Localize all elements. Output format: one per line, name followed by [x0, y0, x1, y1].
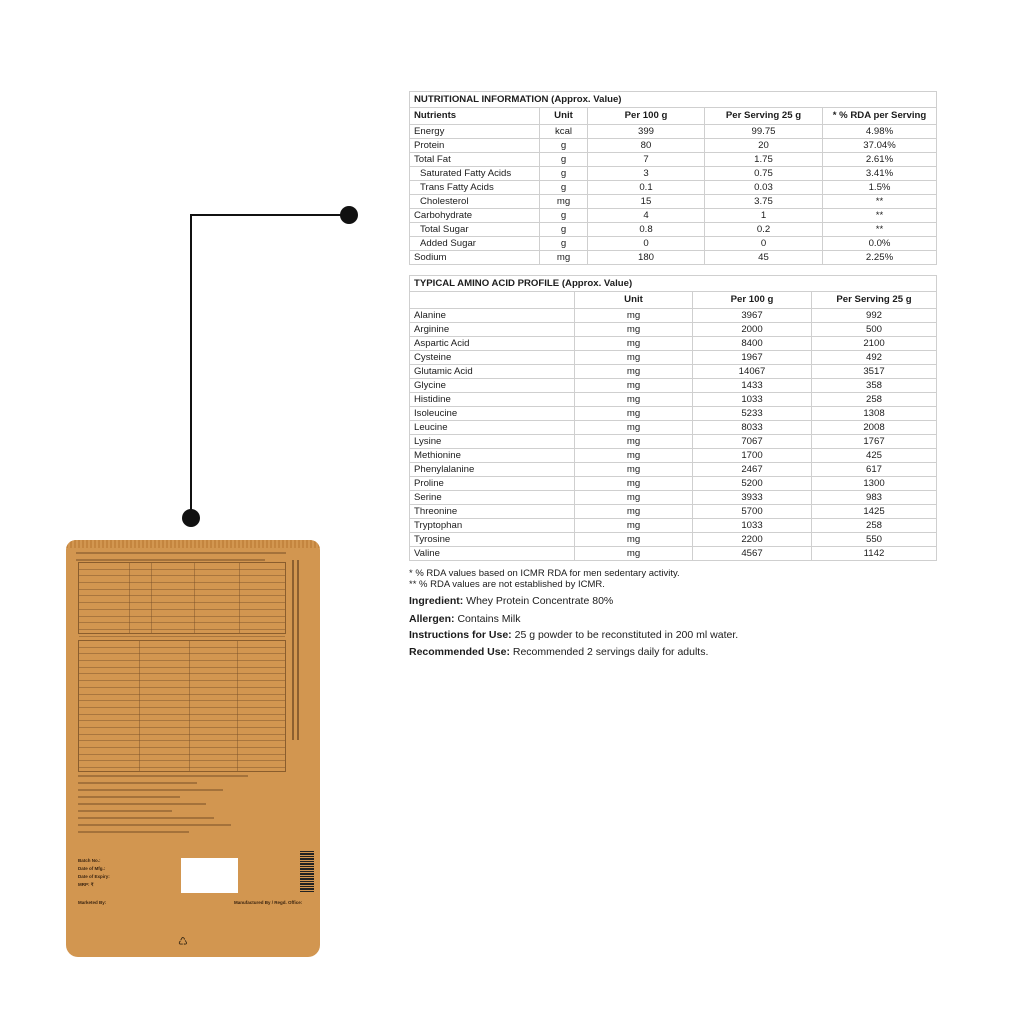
- pouch-table-row: [79, 688, 285, 695]
- pouch-table-row: [79, 630, 285, 637]
- amino-serving: 1767: [812, 435, 937, 449]
- nutrition-row: [410, 251, 937, 265]
- amino-unit: mg: [575, 407, 693, 421]
- pouch-table-row: [79, 570, 285, 577]
- ingredient-value: Whey Protein Concentrate 80%: [466, 595, 614, 607]
- amino-serving: 983: [812, 491, 937, 505]
- amino-serving: 1425: [812, 505, 937, 519]
- nutrition-row: [410, 153, 937, 167]
- connector-dot-bottom: [182, 509, 200, 527]
- pouch-table-row: [79, 695, 285, 702]
- nutrient-unit: mg: [540, 251, 588, 265]
- amino-serving: 425: [812, 449, 937, 463]
- nutrient-serving: 1: [705, 209, 823, 223]
- amino-name: Glutamic Acid: [410, 365, 575, 379]
- nutrient-rda: 37.04%: [823, 139, 937, 153]
- nutrient-rda: **: [823, 223, 937, 237]
- header-nutrients: Nutrients: [410, 108, 540, 125]
- amino-name: Leucine: [410, 421, 575, 435]
- nutrition-row: [410, 125, 937, 139]
- nutrition-row: [410, 181, 937, 195]
- nutrient-name: Total Fat: [410, 153, 540, 167]
- amino-serving: 492: [812, 351, 937, 365]
- nutrient-serving: 3.75: [705, 195, 823, 209]
- amino-row: [410, 393, 937, 407]
- amino-serving: 992: [812, 309, 937, 323]
- amino-per100: 4567: [693, 547, 812, 561]
- pouch-table-row: [79, 648, 285, 655]
- rda-footnote: * % RDA values based on ICMR RDA for men sedentary activity.: [409, 568, 680, 579]
- amino-per100: 3933: [693, 491, 812, 505]
- amino-title: TYPICAL AMINO ACID PROFILE (Approx. Value): [410, 276, 937, 292]
- amino-serving: 617: [812, 463, 937, 477]
- pouch-table-row: [79, 701, 285, 708]
- header-amino-unit: Unit: [575, 292, 693, 309]
- amino-per100: 1033: [693, 519, 812, 533]
- amino-row: [410, 519, 937, 533]
- amino-per100: 5233: [693, 407, 812, 421]
- nutrient-name: Trans Fatty Acids: [410, 181, 540, 195]
- pouch-expiry-label: Date of Expiry:: [78, 874, 110, 879]
- nutrient-per100: 3: [588, 167, 705, 181]
- pouch-table-row: [79, 674, 285, 681]
- ingredient-label: Ingredient:: [409, 595, 464, 607]
- amino-unit: mg: [575, 533, 693, 547]
- nutrient-rda: 3.41%: [823, 167, 937, 181]
- amino-row: [410, 547, 937, 561]
- amino-unit: mg: [575, 491, 693, 505]
- nutrient-rda: 2.25%: [823, 251, 937, 265]
- nutrient-rda: 0.0%: [823, 237, 937, 251]
- pouch-table-row: [79, 603, 285, 610]
- pouch-table-row: [79, 617, 285, 624]
- amino-serving: 258: [812, 519, 937, 533]
- nutrient-name: Cholesterol: [410, 195, 540, 209]
- header-amino-serving: Per Serving 25 g: [812, 292, 937, 309]
- amino-row: [410, 365, 937, 379]
- allergen-label: Allergen:: [409, 613, 455, 625]
- amino-unit: mg: [575, 463, 693, 477]
- nutrient-name: Saturated Fatty Acids: [410, 167, 540, 181]
- pouch-table-row: [79, 623, 285, 630]
- amino-per100: 14067: [693, 365, 812, 379]
- amino-per100: 1033: [693, 393, 812, 407]
- amino-name: Isoleucine: [410, 407, 575, 421]
- pouch-table-row: [79, 576, 285, 583]
- nutrition-table: [409, 91, 937, 265]
- amino-name: Alanine: [410, 309, 575, 323]
- nutrient-serving: 0.03: [705, 181, 823, 195]
- amino-serving: 3517: [812, 365, 937, 379]
- nutrient-serving: 99.75: [705, 125, 823, 139]
- instructions-value: 25 g powder to be reconstituted in 200 ml water.: [514, 629, 739, 641]
- pouch-table-row: [79, 728, 285, 735]
- nutrient-unit: kcal: [540, 125, 588, 139]
- amino-name: Arginine: [410, 323, 575, 337]
- header-amino-per100: Per 100 g: [693, 292, 812, 309]
- nutrient-per100: 0: [588, 237, 705, 251]
- amino-per100: 2467: [693, 463, 812, 477]
- amino-row: [410, 491, 937, 505]
- nutrition-row: [410, 167, 937, 181]
- amino-acid-table: [409, 275, 937, 561]
- pouch-info-text: [78, 775, 248, 838]
- nutrient-serving: 1.75: [705, 153, 823, 167]
- pouch-table-row: [79, 610, 285, 617]
- amino-serving: 550: [812, 533, 937, 547]
- amino-name: Threonine: [410, 505, 575, 519]
- header-serving: Per Serving 25 g: [705, 108, 823, 125]
- nutrient-per100: 15: [588, 195, 705, 209]
- amino-per100: 3967: [693, 309, 812, 323]
- pouch-amino-table: [78, 640, 286, 772]
- nutrient-name: Added Sugar: [410, 237, 540, 251]
- pouch-table-row: [79, 721, 285, 728]
- ingredient-line: [409, 595, 969, 608]
- nutrient-rda: **: [823, 209, 937, 223]
- amino-unit: mg: [575, 519, 693, 533]
- nutrient-unit: g: [540, 237, 588, 251]
- amino-unit: mg: [575, 351, 693, 365]
- amino-unit: mg: [575, 323, 693, 337]
- amino-per100: 2000: [693, 323, 812, 337]
- amino-name: Valine: [410, 547, 575, 561]
- amino-name: Aspartic Acid: [410, 337, 575, 351]
- amino-serving: 1142: [812, 547, 937, 561]
- nutrient-unit: g: [540, 209, 588, 223]
- nutrient-unit: g: [540, 223, 588, 237]
- nutrient-per100: 399: [588, 125, 705, 139]
- amino-per100: 2200: [693, 533, 812, 547]
- nutrient-per100: 80: [588, 139, 705, 153]
- amino-unit: mg: [575, 379, 693, 393]
- nutrition-row: [410, 195, 937, 209]
- pouch-mrp-label: MRP: ₹: [78, 882, 94, 887]
- amino-row: [410, 421, 937, 435]
- amino-row: [410, 323, 937, 337]
- amino-serving: 358: [812, 379, 937, 393]
- pouch-table-row: [79, 755, 285, 762]
- pouch-table-row: [79, 654, 285, 661]
- amino-name: Phenylalanine: [410, 463, 575, 477]
- nutrition-title: NUTRITIONAL INFORMATION (Approx. Value): [410, 92, 937, 108]
- pouch-table-row: [79, 590, 285, 597]
- amino-per100: 5700: [693, 505, 812, 519]
- connector-line-vertical: [190, 214, 192, 518]
- recycle-icon: ♺: [178, 936, 188, 948]
- pouch-side-text: [292, 560, 304, 740]
- amino-name: Serine: [410, 491, 575, 505]
- amino-per100: 1700: [693, 449, 812, 463]
- pouch-table-row: [79, 668, 285, 675]
- nutrient-name: Energy: [410, 125, 540, 139]
- amino-row: [410, 309, 937, 323]
- nutrient-name: Protein: [410, 139, 540, 153]
- pouch-table-row: [79, 708, 285, 715]
- amino-row: [410, 407, 937, 421]
- amino-row: [410, 379, 937, 393]
- amino-row: [410, 463, 937, 477]
- pouch-table-row: [79, 715, 285, 722]
- amino-name: Glycine: [410, 379, 575, 393]
- amino-per100: 8400: [693, 337, 812, 351]
- nutrient-per100: 7: [588, 153, 705, 167]
- amino-unit: mg: [575, 337, 693, 351]
- amino-serving: 2008: [812, 421, 937, 435]
- nutrient-unit: g: [540, 167, 588, 181]
- amino-row: [410, 449, 937, 463]
- amino-serving: 1308: [812, 407, 937, 421]
- amino-serving: 1300: [812, 477, 937, 491]
- pouch-mfg-label: Date of Mfg.:: [78, 866, 106, 871]
- amino-unit: mg: [575, 365, 693, 379]
- pouch-table-row: [79, 735, 285, 742]
- amino-unit: mg: [575, 421, 693, 435]
- nutrient-unit: g: [540, 181, 588, 195]
- nutrient-per100: 4: [588, 209, 705, 223]
- pouch-table-row: [79, 748, 285, 755]
- nutrient-serving: 0: [705, 237, 823, 251]
- amino-row: [410, 477, 937, 491]
- amino-row: [410, 351, 937, 365]
- amino-unit: mg: [575, 477, 693, 491]
- pouch-table-row: [79, 563, 285, 570]
- amino-unit: mg: [575, 547, 693, 561]
- nutrient-rda: 2.61%: [823, 153, 937, 167]
- amino-serving: 2100: [812, 337, 937, 351]
- nutrient-rda: **: [823, 195, 937, 209]
- barcode-icon: [300, 850, 314, 892]
- amino-unit: mg: [575, 309, 693, 323]
- amino-name: Histidine: [410, 393, 575, 407]
- amino-name: Tyrosine: [410, 533, 575, 547]
- nutrient-per100: 0.8: [588, 223, 705, 237]
- allergen-line: [409, 613, 969, 626]
- amino-unit: mg: [575, 435, 693, 449]
- amino-per100: 1967: [693, 351, 812, 365]
- amino-unit: mg: [575, 393, 693, 407]
- amino-row: [410, 533, 937, 547]
- nutrition-row: [410, 223, 937, 237]
- amino-per100: 7067: [693, 435, 812, 449]
- nutrient-per100: 180: [588, 251, 705, 265]
- amino-name: Cysteine: [410, 351, 575, 365]
- pouch-table-row: [79, 596, 285, 603]
- connector-dot-top: [340, 206, 358, 224]
- nutrient-serving: 20: [705, 139, 823, 153]
- nutrient-name: Carbohydrate: [410, 209, 540, 223]
- instructions-label: Instructions for Use:: [409, 629, 512, 641]
- pouch-marketed-by: Marketed By:: [78, 900, 107, 905]
- header-unit: Unit: [540, 108, 588, 125]
- nutrient-serving: 0.2: [705, 223, 823, 237]
- nutrient-unit: g: [540, 153, 588, 167]
- header-amino-name: [410, 292, 575, 309]
- amino-name: Proline: [410, 477, 575, 491]
- nutrient-serving: 0.75: [705, 167, 823, 181]
- pouch-table-row: [79, 661, 285, 668]
- nutrition-row: [410, 209, 937, 223]
- amino-per100: 8033: [693, 421, 812, 435]
- instructions-line: [409, 629, 969, 642]
- nutrient-unit: mg: [540, 195, 588, 209]
- nutrient-name: Sodium: [410, 251, 540, 265]
- amino-name: Lysine: [410, 435, 575, 449]
- nutrient-serving: 45: [705, 251, 823, 265]
- pouch-manufactured-by: Manufactured By / Regd. Office:: [234, 900, 303, 905]
- amino-serving: 500: [812, 323, 937, 337]
- nutrition-row: [410, 237, 937, 251]
- pouch-table-row: [79, 641, 285, 648]
- pouch-table-row: [79, 583, 285, 590]
- recommended-label: Recommended Use:: [409, 646, 510, 658]
- amino-name: Methionine: [410, 449, 575, 463]
- header-per100: Per 100 g: [588, 108, 705, 125]
- pouch-batch-label: Batch No.:: [78, 858, 101, 863]
- connector-line-horizontal: [190, 214, 348, 216]
- header-rda: * % RDA per Serving: [823, 108, 937, 125]
- recommended-line: [409, 646, 969, 659]
- pouch-batch-box: [181, 858, 238, 893]
- pouch-table-row: [79, 761, 285, 768]
- nutrient-rda: 4.98%: [823, 125, 937, 139]
- amino-serving: 258: [812, 393, 937, 407]
- nutrient-per100: 0.1: [588, 181, 705, 195]
- amino-per100: 1433: [693, 379, 812, 393]
- footnotes: [409, 568, 969, 590]
- pouch-nutrition-table: [78, 562, 286, 634]
- amino-row: [410, 337, 937, 351]
- nutrient-unit: g: [540, 139, 588, 153]
- nutrient-name: Total Sugar: [410, 223, 540, 237]
- allergen-value: Contains Milk: [457, 613, 521, 625]
- amino-unit: mg: [575, 449, 693, 463]
- nutrient-rda: 1.5%: [823, 181, 937, 195]
- amino-row: [410, 435, 937, 449]
- pouch-table-row: [79, 741, 285, 748]
- product-pouch-back: [66, 540, 320, 957]
- amino-per100: 5200: [693, 477, 812, 491]
- amino-unit: mg: [575, 505, 693, 519]
- recommended-value: Recommended 2 servings daily for adults.: [512, 646, 709, 658]
- amino-row: [410, 505, 937, 519]
- pouch-table-row: [79, 681, 285, 688]
- nutrition-row: [410, 139, 937, 153]
- amino-name: Tryptophan: [410, 519, 575, 533]
- rda-footnote-2: ** % RDA values are not established by ICMR.: [409, 579, 605, 590]
